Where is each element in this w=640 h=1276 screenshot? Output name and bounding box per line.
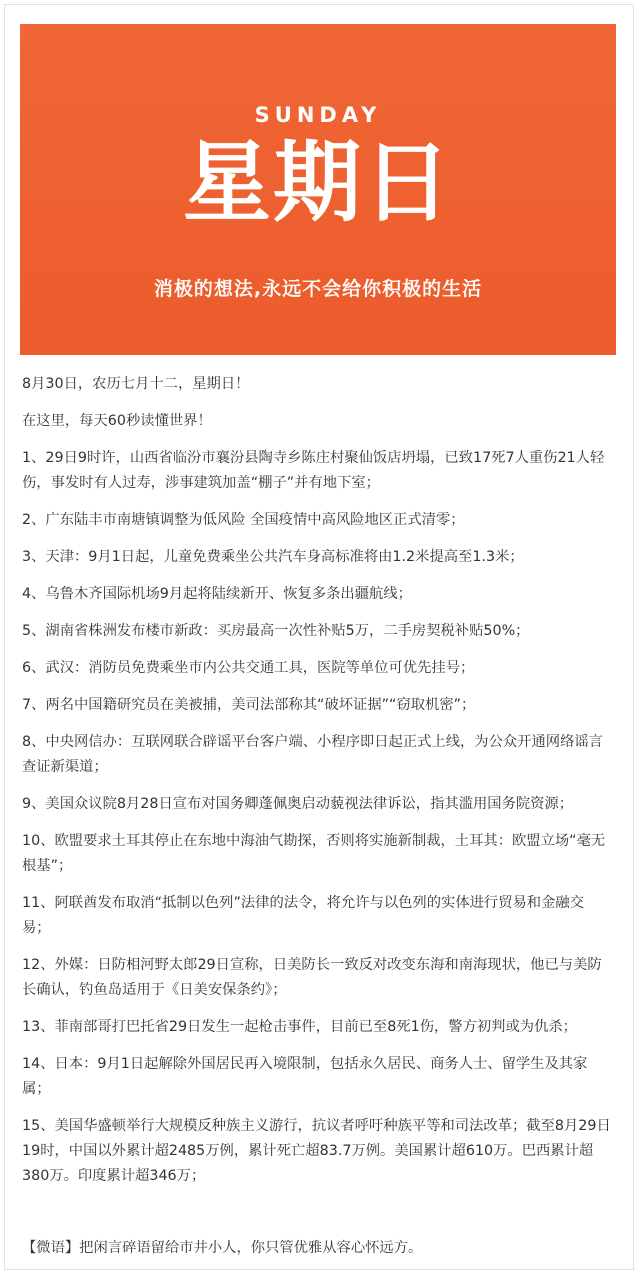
news-item: 10、欧盟要求土耳其停止在东地中海油气勘探，否则将实施新制裁，土耳其：欧盟立场“毫无根基”；	[22, 833, 606, 874]
news-item: 13、菲南部哥打巴托省29日发生一起枪击事件，目前已至8死1伤，警方初判或为仇杀；	[22, 1019, 577, 1035]
news-item: 7、两名中国籍研究员在美被捕，美司法部称其“破坏证据”“窃取机密”；	[22, 697, 476, 713]
news-item: 5、湖南省株洲发布楼市新政：买房最高一次性补贴5万，二手房契税补贴50%；	[22, 623, 530, 639]
header-banner	[20, 24, 616, 355]
closing-quote: 【微语】把闲言碎语留给市井小人，你只管优雅从容心怀远方。	[22, 1240, 423, 1256]
weekday-chinese: 星期日	[182, 131, 453, 234]
weekday-english: SUNDAY	[254, 103, 382, 127]
news-list	[22, 446, 612, 1189]
news-item: 14、日本：9月1日起解除外国居民再入境限制，包括永久居民、商务人士、留学生及其家属；	[22, 1056, 588, 1097]
date-line: 8月30日，农历七月十二，星期日！	[22, 376, 250, 392]
news-item: 4、乌鲁木齐国际机场9月起将陆续新开、恢复多条出疆航线；	[22, 586, 412, 602]
news-item: 8、中央网信办：互联网联合辟谣平台客户端、小程序即日起正式上线，为公众开通网络谣言查证新渠道；	[22, 734, 603, 775]
news-item: 3、天津：9月1日起，儿童免费乘坐公共汽车身高标准将由1.2米提高至1.3米；	[22, 549, 524, 565]
news-item: 6、武汉：消防员免费乘坐市内公共交通工具，医院等单位可优先挂号；	[22, 660, 475, 676]
banner-motto: 消极的想法,永远不会给你积极的生活	[153, 278, 483, 300]
news-item: 12、外媒：日防相河野太郎29日宣称，日美防长一致反对改变东海和南海现状，他已与美防长确认，钓鱼岛适用于《日美安保条约》；	[22, 957, 602, 998]
news-item: 15、美国华盛顿举行大规模反种族主义游行，抗议者呼吁种族平等和司法改革；截至8月29日19时，中国以外累计超2485万例，累计死亡超83.7万例。美国累计超610万。巴西累计超380万。印度累计超346万；	[22, 1118, 611, 1184]
article-content	[22, 372, 612, 1201]
news-item: 11、阿联酋发布取消“抵制以色列”法律的法令，将允许与以色列的实体进行贸易和金融交易；	[22, 895, 584, 936]
tagline: 在这里，每天60秒读懂世界！	[22, 413, 212, 429]
news-item: 2、广东陆丰市南塘镇调整为低风险 全国疫情中高风险地区正式清零；	[22, 512, 465, 528]
news-item: 1、29日9时许，山西省临汾市襄汾县陶寺乡陈庄村聚仙饭店坍塌，已致17死7人重伤21人轻伤，事发时有人过寿，涉事建筑加盖“棚子”并有地下室；	[22, 450, 605, 491]
news-item: 9、美国众议院8月28日宣布对国务卿蓬佩奥启动藐视法律诉讼，指其滥用国务院资源；	[22, 796, 574, 812]
